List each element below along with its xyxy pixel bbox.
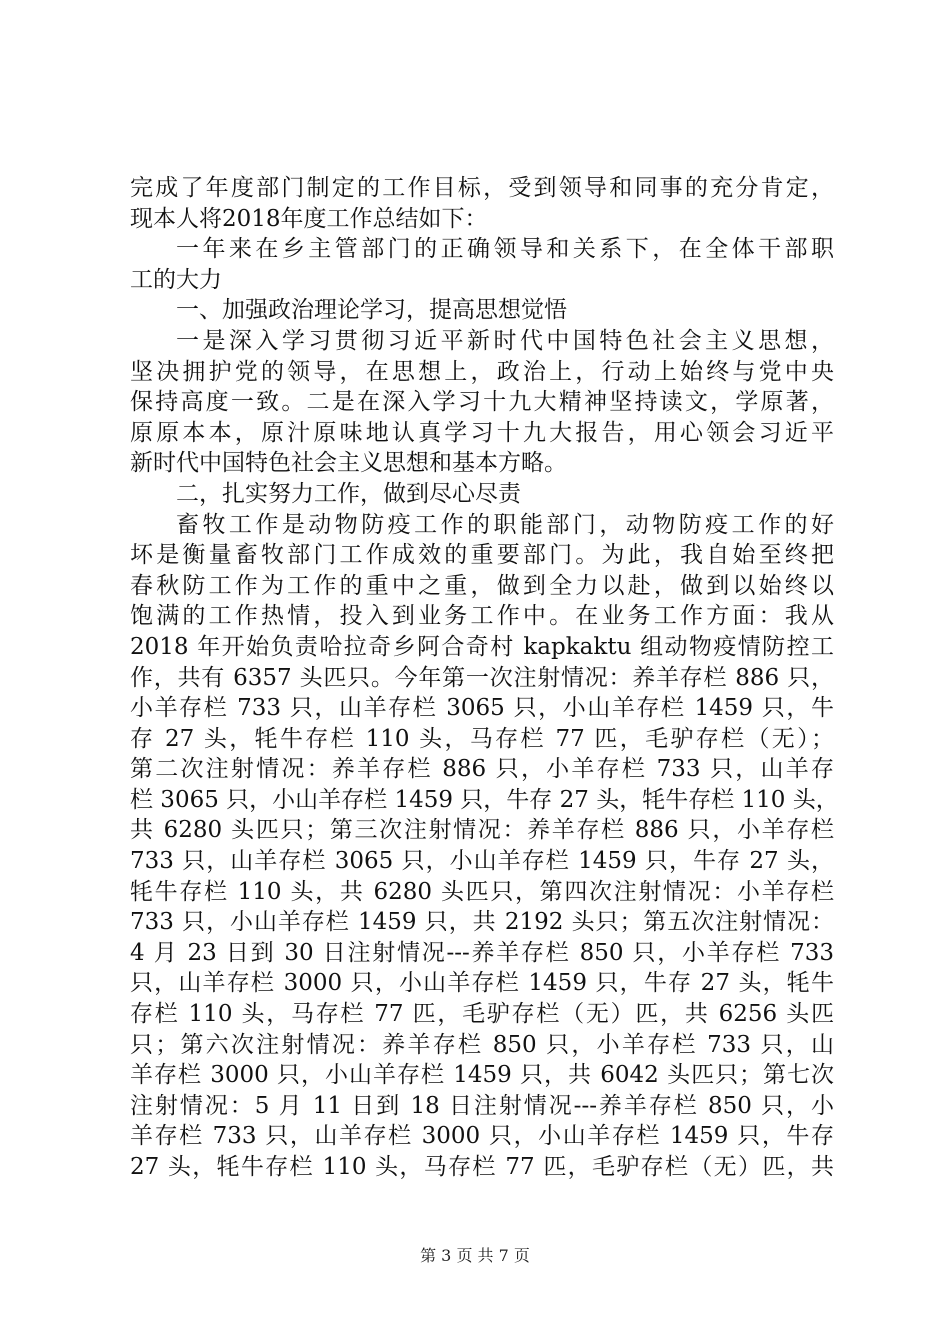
text-line: 一、加强政治理论学习，提高思想觉悟 <box>176 297 567 324</box>
text-line: 共 6280 头匹只；第三次注射情况：养羊存栏 886 只，小羊存栏 <box>130 817 834 844</box>
text-line: 只，山羊存栏 3000 只，小山羊存栏 1459 只，牛存 27 头，牦牛 <box>130 970 834 997</box>
text-line: 2018 年开始负责哈拉奇乡阿合奇村 kapkaktu 组动物疫情防控工 <box>130 633 834 660</box>
text-line: 畜牧工作是动物防疫工作的职能部门，动物防疫工作的好 <box>176 511 834 538</box>
text-line: 第二次注射情况：养羊存栏 886 只，小羊存栏 733 只，山羊存 <box>130 756 834 783</box>
text-line: 保持高度一致。二是在深入学习十九大精神坚持读文，学原著， <box>130 389 834 416</box>
page-footer: 第 3 页 共 7 页 <box>420 1246 530 1265</box>
text-line: 工的大力 <box>130 266 222 293</box>
text-line: 坚决拥护党的领导，在思想上，政治上，行动上始终与党中央 <box>130 358 834 385</box>
text-line: 牦牛存栏 110 头，共 6280 头匹只，第四次注射情况：小羊存栏 <box>130 878 834 905</box>
text-line: 坏是衡量畜牧部门工作成效的重要部门。为此，我自始至终把 <box>130 542 834 569</box>
text-line: 存栏 110 头，马存栏 77 匹，毛驴存栏（无）匹，共 6256 头匹 <box>130 1001 834 1028</box>
text-line: 27 头，牦牛存栏 110 头，马存栏 77 匹，毛驴存栏（无）匹，共 <box>130 1154 834 1180</box>
text-line: 注射情况：5 月 11 日到 18 日注射情况---养羊存栏 850 只，小 <box>130 1092 834 1119</box>
text-line: 饱满的工作热情，投入到业务工作中。在业务工作方面：我从 <box>130 603 834 630</box>
text-line: 栏 3065 只，小山羊存栏 1459 只，牛存 27 头，牦牛存栏 110 头， <box>130 786 839 813</box>
text-line: 现本人将2018年度工作总结如下： <box>130 205 488 232</box>
text-line: 原原本本，原汁原味地认真学习十九大报告，用心领会习近平 <box>130 419 834 446</box>
text-line: 存 27 头，牦牛存栏 110 头，马存栏 77 匹，毛驴存栏（无）； <box>130 725 834 752</box>
document-body <box>130 173 839 1183</box>
text-line: 只；第六次注射情况：养羊存栏 850 只，小羊存栏 733 只，山 <box>130 1031 834 1058</box>
text-line: 一是深入学习贯彻习近平新时代中国特色社会主义思想， <box>176 327 834 354</box>
text-line: 小羊存栏 733 只，山羊存栏 3065 只，小山羊存栏 1459 只，牛 <box>130 695 834 722</box>
text-line: 一年来在乡主管部门的正确领导和关系下，在全体干部职 <box>176 236 834 263</box>
text-line: 作，共有 6357 头匹只。今年第一次注射情况：养羊存栏 886 只， <box>130 664 834 691</box>
text-line: 4 月 23 日到 30 日注射情况---养羊存栏 850 只，小羊存栏 733 <box>130 939 834 966</box>
text-line: 733 只，山羊存栏 3065 只，小山羊存栏 1459 只，牛存 27 头， <box>130 848 834 875</box>
text-line: 完成了年度部门制定的工作目标，受到领导和同事的充分肯定， <box>130 175 834 201</box>
text-line: 羊存栏 733 只，山羊存栏 3000 只，小山羊存栏 1459 只，牛存 <box>130 1123 834 1150</box>
text-line: 二，扎实努力工作，做到尽心尽责 <box>176 480 521 507</box>
text-line: 新时代中国特色社会主义思想和基本方略。 <box>130 450 567 477</box>
text-line: 春秋防工作为工作的重中之重，做到全力以赴，做到以始终以 <box>130 572 834 599</box>
text-line: 733 只，小山羊存栏 1459 只，共 2192 头只；第五次注射情况： <box>130 909 834 936</box>
text-line: 羊存栏 3000 只，小山羊存栏 1459 只，共 6042 头匹只；第七次 <box>130 1062 834 1089</box>
